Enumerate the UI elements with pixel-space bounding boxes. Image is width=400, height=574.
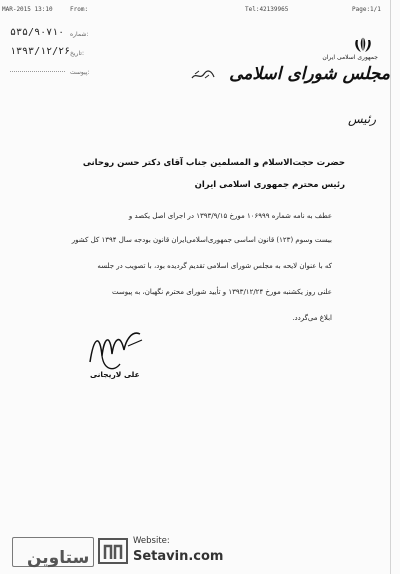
watermark-name-box <box>12 537 94 567</box>
addressee-line-1: حضرت حجت‌الاسلام و المسلمین جناب آقای دکتر حسن روحانی <box>82 158 345 168</box>
watermark-name: ستاوین <box>27 548 90 568</box>
watermark-label: Website: <box>133 536 170 546</box>
body-line: ابلاغ می‌گردد. <box>292 314 332 322</box>
body-line: بیست وسوم (۱۲۳) قانون اساسی جمهوری‌اسلامی‌ایران قانون بودجه سال ۱۳۹۴ کل کشور <box>71 236 332 244</box>
site-watermark <box>0 530 240 574</box>
fax-date: MAR-2015 13:10 <box>2 6 53 13</box>
fax-from: From: <box>70 6 89 13</box>
signer-name: علی لاریجانی <box>90 370 140 379</box>
fax-tel: Tel:42139965 <box>245 6 289 13</box>
page-edge <box>390 0 391 574</box>
body-line: عطف به نامه شماره ۱۰۶۹۹۹ مورخ ۱۳۹۳/۹/۱۵ در اجرای اصل یکصد و <box>128 212 332 220</box>
letter-number: ۵۳۵/۹۰۷۱۰ <box>10 27 65 38</box>
signature-scribble <box>80 326 150 376</box>
letter-number-label: شماره: <box>70 31 89 38</box>
emblem-icon <box>352 36 374 54</box>
fax-page: Page:1/1 <box>352 6 381 13</box>
org-name: مجلس شورای اسلامی <box>229 64 390 84</box>
bismillah-mark <box>190 68 216 82</box>
watermark-url: Setavin.com <box>133 549 224 564</box>
setavin-logo-icon <box>98 538 128 564</box>
attachment-label: پیوست: <box>70 69 90 76</box>
addressee-line-2: رئیس محترم جمهوری اسلامی ایران <box>194 180 345 190</box>
org-country: جمهوری اسلامی ایران <box>322 54 378 61</box>
org-role: رئیس <box>347 112 376 126</box>
letter-date-label: تاریخ: <box>70 50 84 57</box>
body-line: علنی روز یکشنبه مورخ ۱۳۹۳/۱۲/۲۴ و تأیید شورای محترم نگهبان، به پیوست <box>111 288 332 296</box>
letter-date: ۱۳۹۳/۱۲/۲۶ <box>10 46 71 57</box>
attachment-line <box>10 71 65 72</box>
body-line: که با عنوان لایحه به مجلس شورای اسلامی تقدیم گردیده بود، با تصویب در جلسه <box>97 262 332 270</box>
